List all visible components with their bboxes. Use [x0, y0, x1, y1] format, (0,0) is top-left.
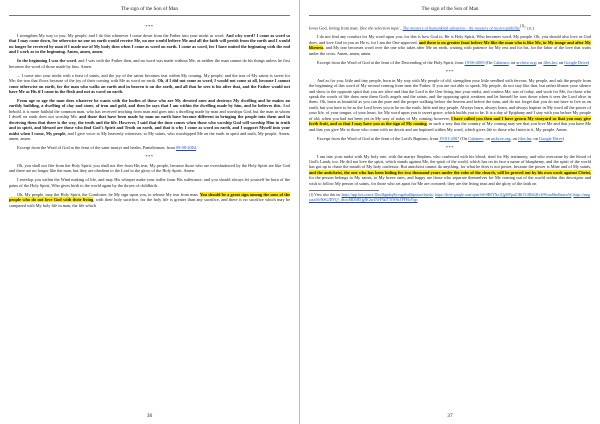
text-run: ... I come into your midst with a feast of saints, and the joy of the saints becomes tear within My coming, My people, and the tear of My saints is sweet for Me; the tear that flows because of the joy of their coming with Me as word on earth.	[9, 72, 290, 84]
text-run: And behold, it is more faithful the common man, who has received teaching from man and goes into a dwelling made by man and worships God, but the man in whom I dwell on earth does not worship Me,	[9, 103, 290, 120]
text-run: I am into your midst with My holy one, with the martyr Stephen, who confessed with his blood, shed for My testimony, and who overcame by the blood of God's Lamb, too. He did not love the spirit, which stands against Me, the spirit of the world, which has on its face a name of blasphemy, and the spirit of the world has got up to chase the mouth of My holy confessor. But antichrist cannot do anything, for what he does is not power, because the power is Mine and of My saints,	[309, 153, 591, 170]
text-run: , in such a way that the country of My coming may see that you love Me and that you have Me and that you give Me to those who come with no deceit and are baptized within My word, which gives life to those who listen to it, My people. Amen.	[309, 121, 591, 132]
text-run: ; on	[508, 59, 517, 65]
text-run: ; on	[483, 135, 492, 141]
filesfm-link[interactable]: files.fm	[543, 59, 557, 65]
paragraph	[309, 24, 591, 31]
archive-link[interactable]: archive.org	[516, 59, 536, 65]
paragraph	[309, 34, 591, 56]
text-run: Oh, My people, may the Holy Spirit, the Comforter, be My sign upon you, to release My tear from man.	[17, 191, 200, 197]
text-run: (On	[459, 135, 469, 141]
text-run: ; on	[510, 135, 519, 141]
text-run: and I give voice to My heavenly witnesses, to My saints, who worshipped Me on the earth in spirit and truth, My people. Amen, amen, amen.	[9, 130, 291, 142]
paragraph	[9, 33, 290, 55]
google-drive-link[interactable]: Google Drive	[564, 59, 588, 65]
bold-text: and there is no greater feast before Me like the man who is like Me, in My image and after My likeness	[309, 39, 591, 51]
text-run: loves God, loving from man. (	[309, 25, 362, 31]
bold-text: In the beginning I was the word	[17, 58, 76, 64]
text-run: )	[587, 59, 590, 65]
paragraph	[9, 192, 290, 208]
paragraph: I envelop you within the Wind making of life, and may His whisper make your suffer from His sufferance, and you should always let yourself be born of the pains of the Holy Spirit, Who gives birth to the world again by the throes of childbirth.	[9, 177, 290, 188]
footnote	[309, 193, 591, 202]
bold-text: and the antichrist, the one who has been hiding for two thousand years under the robe of the church, will be proved out by his own work against Christ,	[309, 169, 591, 175]
date-link[interactable]: 19-01-2007	[439, 135, 460, 141]
text-run: ; on	[531, 135, 539, 141]
text-run: And as for you, little and tiny people, born in My way with My people of old, strengthen your little seedbed with fervour, My people, and ask the people from the beginning of this word of My second coming from near the Father. If you are not able to speak, My people, do not stay like that, but rather bluster your silence and show to the opposite spirit that you are alive and that the Lord is the One living into your midst, and confess Me, son of today, and work for Me, for those who speak the words of life draw near them God's angels and the saints, and the opposing spirit weakens and let himself be torn down when it sees the Lord alive in them. Oh, learn as beautiful as you can the pure and the proper walking before the heaven and before the man, and do not forget that you do not have to live as on earth, but you have to be as the Lord loves you to be on the earth, little and tiny people. Always learn, always learn, and always baptize in My word all the power of your life, of your tongue, of your heart, for My word upon you is sweet grace, which builds you to be. It is a day of Epiphany and I stay with you before My people of old, when you had not been yet in My way of today of My coming; however,	[309, 77, 591, 121]
text-run: , and My tear becomes word over the one who takes after Me on earth, waiting with patience for My rest and for his, for the labor of the love that waits under the cross. Amen, amen, amen.	[309, 45, 591, 56]
paragraph	[9, 73, 290, 95]
right-page	[300, 0, 600, 424]
running-head: The sign of the Son of Man	[9, 4, 290, 16]
text-run: (On	[484, 59, 494, 65]
bold-text: I have called you then and I have grown My vineyard so that you may give forth fruit, and so that I may have you as the sign of My coming	[309, 115, 591, 127]
footnote-link-box[interactable]: https://app.box.com/s/1lbo4bgmhql6yvugnbu6tbpsexzr3mx4c	[341, 193, 434, 198]
text-run: )	[562, 135, 564, 141]
archive-link[interactable]: archive.org	[491, 135, 511, 141]
right-page-body	[309, 16, 591, 202]
topic-link[interactable]	[403, 25, 520, 30]
filesfm-link[interactable]: files.fm	[518, 135, 532, 141]
section-separator: ***	[445, 144, 455, 150]
page-number: 37	[447, 413, 453, 419]
left-page-body	[9, 16, 290, 208]
section-separator: ***	[445, 68, 455, 74]
calameo-link[interactable]: Calameo	[468, 135, 484, 141]
bold-text: From age to age the man does whatever he wants with the bodies of those who are My devoted ones and destroys My dwelling and he makes an earthly building, a dwelling of clay and stone, of iron and gold, and then he says that I am within the dwelling made by him, and he believes this.	[9, 97, 290, 109]
page-number: 36	[146, 413, 153, 419]
bold-text: You should be a great sign among the sons of the people who do not love God with their living	[9, 191, 290, 203]
running-head: The sign of the Son of Man	[309, 4, 591, 16]
text-run: ; on	[556, 59, 565, 65]
paragraph: Oh, you shall not flee from the Holy Spirit; you shall not flee from His tear, My people, because those who are overshadowed by the Holy Spirit are like God and there are no longer like the man, but they are obedient to the Lord to the glory of the Holy Spirit. Amen.	[9, 163, 290, 174]
section-separator: ***	[145, 154, 154, 160]
bold-text: and those that have been made by man on earth have become different in bringing the people into them and in deceiving them that there is the way, the truth and the life. However, I said that the time comes when those who worship God will worship Him in truth and in spirit, and blessed are those who find God's Spirit and Truth on earth, and that is why I come as word on earth, and I support Myself into your midst when I come, My people,	[9, 114, 290, 136]
text-run: I strengthen My way to you, My people, and I do this whenever I come down from the Father into your midst as word.	[17, 32, 226, 38]
italic-text: The mystery of humankind salvation - the mystery of incorruptibility	[402, 25, 520, 31]
text-run: Excerpt from the Word of God at the feast of the Descending of the Holy Spirit, from	[317, 59, 465, 65]
calameo-link[interactable]: Calameo	[493, 59, 509, 65]
google-drive-link[interactable]: Google Drive	[538, 135, 563, 141]
bold-text: And why word? I come as word so that I may come down, for otherwise no one on earth would receive Me, no one would believe Me and all the faith will perish from the earth and I would no longer be received by man if I made use of My body then when I come as word on earth. I come as word, for I have united the beginning with the end and I work as in the beginning. Amen, amen, amen.	[9, 32, 290, 55]
section-separator: ***	[145, 24, 154, 29]
footnote-link-mega[interactable]: https://mega.nz/#!eNSGJDYQ!_rKcwMD0fEQgNGhyUWF5kfTTfW8xTFFHoYrgs	[309, 193, 590, 202]
text-run: ;	[571, 193, 574, 198]
text-run: ;	[433, 193, 436, 198]
date-link[interactable]: 09-08-2004	[175, 145, 196, 151]
text-run: .	[196, 145, 198, 151]
date-link[interactable]: 19-06-2005	[464, 59, 485, 65]
paragraph	[9, 98, 290, 142]
footnote-marker: (1)	[520, 24, 525, 28]
text-run: Excerpt from the Word of God at the feast of the saint martyr and healer, Panteleimon, from	[17, 145, 176, 151]
text-run: , with their holy sacrifice, for the holy life is greater than any sacrifice, and there is no sacrifice which may be compared with My holy life in man, the life which	[9, 197, 291, 208]
text-run: for the person belongs to My saints, to My brave ones, and happy are those who separate themselves for Me coming out of the world within this descriptor and wish to follow My person of saints, for those who set apart for Me are crowned; they are the living trust and the glory of the faith on	[309, 175, 591, 186]
text-run: , and I was with the Father then, and no word was made without Me, as neither the man cannot do his things unless he first becomes the word of those made by him. Amen.	[9, 58, 290, 69]
footnote-divider	[309, 190, 379, 191]
text-run: Excerpt from the Word of God at the feast of the Lord's Baptism, from	[317, 135, 440, 141]
excerpt-source	[309, 60, 591, 65]
italic-text: See the selection topic ,	[361, 25, 402, 31]
bold-text: Oh, if I did not come as word, I would not come at all, because I cannot come otherwise on earth, for the man who walks on earth and in heaven is on the earth, and all that he sees is his after that, and the Father would not have Me as His if I came in the flesh and not as word on earth.	[9, 78, 290, 95]
highlighted-text	[309, 170, 591, 175]
footnote-link-drive[interactable]: https://drive.google.com/open?id=0B0YNo1QgWFpnZ1RtVUJRbGRvWWsmMm8imxwW	[435, 193, 572, 198]
excerpt-source	[9, 145, 290, 150]
paragraph	[309, 154, 591, 187]
paragraph	[9, 58, 290, 69]
excerpt-source	[309, 136, 591, 141]
text-run: ; on	[535, 59, 544, 65]
footnote-label: (1) View also this on:	[309, 193, 342, 198]
text-run: " r.n.)	[524, 25, 534, 31]
text-run: I do not find any comfort for My word upon you, for this is how God is; He is Holy Spirit, Who becomes word, My people. Oh, you should also love as God does, and love God in you as He is, for I am the One approved,	[309, 34, 591, 45]
paragraph	[309, 78, 591, 133]
